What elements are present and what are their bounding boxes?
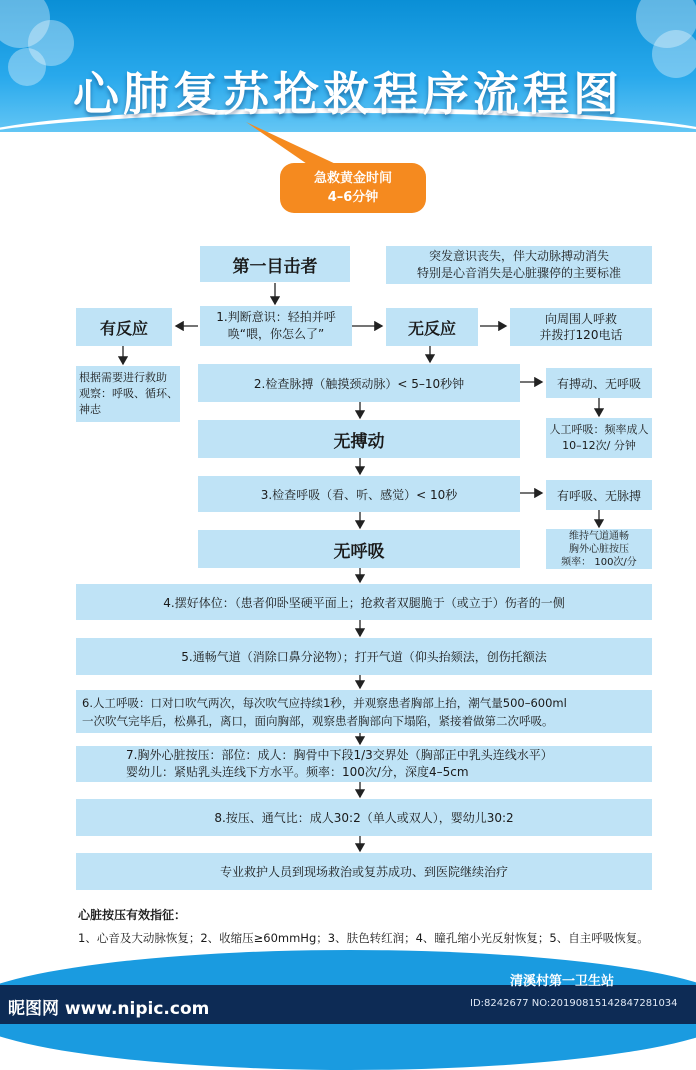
unresponsive-box <box>386 308 478 346</box>
footer-org: 清溪村第一卫生站 <box>510 974 615 989</box>
step6-line: 6.人工呼吸：口对口吹气两次，每次吹气应持续1秒，并观察患者胸部上抬，潮气量500–600ml <box>82 695 567 710</box>
responsive-note-line: 根据需要进行救助 <box>79 371 167 384</box>
indicators-heading: 心脏按压有效指征： <box>78 908 187 922</box>
final-label: 专业救护人员到现场救治或复苏成功、到医院继续治疗 <box>219 865 508 879</box>
step4-box <box>76 584 652 620</box>
step5-box <box>76 638 652 675</box>
pulse-no-breath-box <box>546 368 652 398</box>
artificial-resp-line: 10–12次/ 分钟 <box>562 439 636 452</box>
no-breath-label: 无呼吸 <box>333 541 385 562</box>
no-pulse-label: 无搏动 <box>333 431 385 452</box>
responsive-label: 有反应 <box>99 318 148 338</box>
first-witness-box <box>200 246 350 282</box>
criteria-box <box>386 246 652 284</box>
responsive-box <box>76 308 172 346</box>
footer-site: 昵图网 www.nipic.com <box>8 999 210 1019</box>
call-help-line: 并拨打120电话 <box>539 328 623 342</box>
step4-label: 4.摆好体位：（患者仰卧坚硬平面上；抢救者双腿脆于（或立于）伤者的一侧 <box>163 595 565 610</box>
responsive-note-line: 神志 <box>79 403 101 416</box>
breath-no-pulse-box <box>546 480 652 510</box>
footer-id: ID:8242677 NO:20190815142847281034 <box>470 998 678 1009</box>
step8-box <box>76 799 652 836</box>
responsive-note-box <box>76 366 180 422</box>
step1-line: 唤“喂，你怎么了” <box>227 327 325 341</box>
artificial-resp-box <box>546 418 652 458</box>
no-breath-box <box>198 530 520 568</box>
call-help-line: 向周围人呼救 <box>544 312 617 326</box>
maintain-line: 维持气道通畅 <box>569 530 629 542</box>
maintain-line: 频率： 100次/分 <box>561 556 637 568</box>
step2-label: 2.检查脉搏（触摸颈动脉）< 5–10秒钟 <box>253 376 465 391</box>
artificial-resp-line: 人工呼吸：频率成人 <box>549 423 649 436</box>
criteria-line: 特别是心音消失是心脏骤停的主要标准 <box>416 266 621 280</box>
step5-label: 5.通畅气道（消除口鼻分泌物）；打开气道（仰头抬颏法，创伤托额法 <box>181 650 547 664</box>
maintain-line: 胸外心脏按压 <box>569 543 629 555</box>
step1-line: 1.判断意识：轻拍并呼 <box>216 310 336 324</box>
first-witness-label: 第一目击者 <box>232 256 318 277</box>
indicators-text: 1、心音及大动脉恢复；2、收缩压≥60mmHg；3、肤色转红润；4、瞳孔缩小光反射恢复；5、自主呼吸恢复。 <box>78 931 649 945</box>
step7-box <box>76 746 652 782</box>
step3-label: 3.检查呼吸（看、听、感觉）< 10秒 <box>260 487 458 502</box>
responsive-note-line: 观察：呼吸、循环、 <box>79 387 178 400</box>
final-box <box>76 853 652 890</box>
step1-box <box>200 306 352 346</box>
page-title: 心肺复苏抢救程序流程图 <box>73 67 623 121</box>
step3-box <box>198 476 520 512</box>
step7-line: 7.胸外心脏按压：部位：成人：胸骨中下段1/3交界处（胸部正中乳头连线水平） <box>126 748 553 762</box>
call-help-box <box>510 308 652 346</box>
step2-box <box>198 364 520 402</box>
badge-line: 急救黄金时间 <box>313 171 392 186</box>
pulse-no-breath-label: 有搏动、无呼吸 <box>556 376 641 391</box>
step7-line: 婴幼儿：紧贴乳头连线下方水平。频率：100次/分，深度4–5cm <box>126 765 469 779</box>
step8-label: 8.按压、通气比：成人30:2（单人或双人），婴幼儿30:2 <box>214 811 514 825</box>
step6-line: 一次吹气完毕后，松鼻孔，离口，面向胸部，观察患者胸部向下塌陷，紧接着做第二次呼吸。 <box>82 713 554 728</box>
step6-box <box>76 690 652 733</box>
badge-line: 4–6分钟 <box>327 190 379 205</box>
no-pulse-box <box>198 420 520 458</box>
unresponsive-label: 无反应 <box>407 318 456 338</box>
breath-no-pulse-label: 有呼吸、无脉搏 <box>556 488 641 503</box>
criteria-line: 突发意识丧失，伴大动脉搏动消失 <box>428 249 609 263</box>
maintain-box <box>546 529 652 569</box>
